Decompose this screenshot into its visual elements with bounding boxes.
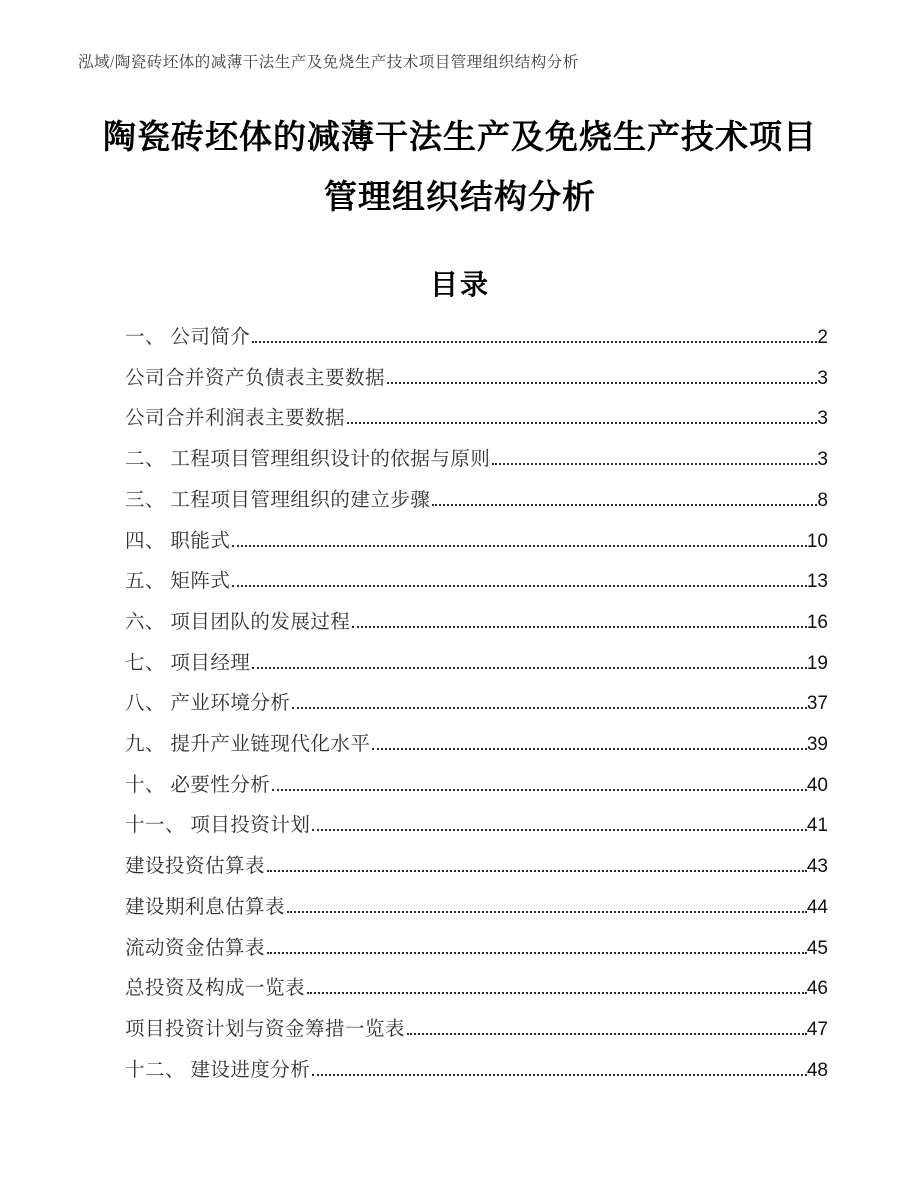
toc-leader-dots: [372, 746, 806, 750]
toc-leader-dots: [232, 583, 806, 587]
toc-entry-label: 流动资金估算表: [125, 937, 266, 959]
toc-page-number: 16: [806, 611, 828, 633]
toc-entry-label: 建设投资估算表: [125, 856, 266, 878]
toc-row[interactable]: [125, 522, 828, 563]
toc-heading: 目录: [429, 269, 490, 300]
toc-leader-dots: [312, 1072, 806, 1076]
toc-leader-dots: [407, 1031, 807, 1035]
toc-page-number: 3: [817, 408, 828, 430]
toc-entry-label: 十二、 建设进度分析: [125, 1059, 311, 1081]
toc-row[interactable]: [125, 929, 828, 970]
toc-entry-label: 八、 产业环境分析: [125, 693, 291, 715]
toc-page-number: 13: [806, 571, 828, 593]
toc-entry-label: 九、 提升产业链现代化水平: [125, 734, 371, 756]
document-header-text: 泓域/陶瓷砖坯体的减薄干法生产及免烧生产技术项目管理组织结构分析: [78, 54, 579, 71]
toc-page-number: 44: [806, 896, 828, 918]
toc-entry-label: 项目投资计划与资金筹措一览表: [125, 1018, 406, 1040]
toc-row[interactable]: [125, 644, 828, 685]
toc-entry-label: 五、 矩阵式: [125, 571, 231, 593]
toc-page-number: 3: [817, 367, 828, 389]
toc-leader-dots: [492, 461, 817, 465]
toc-page-number: 37: [806, 693, 828, 715]
toc-row[interactable]: [125, 725, 828, 766]
toc-row[interactable]: [125, 684, 828, 725]
toc-leader-dots: [232, 543, 806, 547]
toc-page-number: 10: [806, 530, 828, 552]
toc-page-number: 46: [806, 978, 828, 1000]
toc-page-number: 3: [817, 449, 828, 471]
toc-leader-dots: [252, 665, 806, 669]
toc-entry-label: 建设期利息估算表: [125, 896, 286, 918]
toc-page-number: 40: [806, 774, 828, 796]
toc-row[interactable]: [125, 806, 828, 847]
toc-leader-dots: [432, 502, 817, 506]
document-title-line-2: 管理组织结构分析: [324, 178, 596, 215]
toc-page-number: 19: [806, 652, 828, 674]
toc-page-number: 43: [806, 856, 828, 878]
toc-entry-label: 十、 必要性分析: [125, 774, 271, 796]
toc-row[interactable]: [125, 847, 828, 888]
toc-entry-label: 总投资及构成一览表: [125, 978, 306, 1000]
toc-page-number: 41: [806, 815, 828, 837]
toc-row[interactable]: [125, 481, 828, 522]
document-title: [0, 107, 920, 227]
toc-leader-dots: [352, 624, 806, 628]
toc-entry-label: 七、 项目经理: [125, 652, 251, 674]
toc-row[interactable]: [125, 562, 828, 603]
toc-page-number: 47: [806, 1018, 828, 1040]
toc-leader-dots: [347, 420, 817, 424]
toc-row[interactable]: [125, 440, 828, 481]
toc-entry-label: 三、 工程项目管理组织的建立步骤: [125, 489, 431, 511]
toc-leader-dots: [307, 990, 807, 994]
toc-page-number: 8: [817, 489, 828, 511]
toc-leader-dots: [267, 950, 807, 954]
toc-row[interactable]: [125, 399, 828, 440]
toc-page-number: 45: [806, 937, 828, 959]
toc-entry-label: 六、 项目团队的发展过程: [125, 611, 351, 633]
toc-row[interactable]: [125, 318, 828, 359]
toc-entry-label: 十一、 项目投资计划: [125, 815, 311, 837]
toc-entry-label: 二、 工程项目管理组织设计的依据与原则: [125, 449, 491, 471]
toc-entry-label: 一、 公司简介: [125, 327, 251, 348]
toc-leader-dots: [252, 339, 817, 343]
toc-leader-dots: [267, 868, 807, 872]
document-title-line-1: 陶瓷砖坯体的减薄干法生产及免烧生产技术项目: [103, 118, 817, 155]
toc-row[interactable]: [125, 359, 828, 400]
toc-entry-label: 四、 职能式: [125, 530, 231, 552]
toc-row[interactable]: [125, 888, 828, 929]
toc-leader-dots: [287, 909, 807, 913]
toc-page-number: 2: [817, 327, 828, 348]
toc-entry-label: 公司合并资产负债表主要数据: [125, 367, 386, 389]
toc-leader-dots: [272, 787, 806, 791]
toc-row[interactable]: [125, 1010, 828, 1051]
toc-page-number: 48: [806, 1059, 828, 1081]
toc-row[interactable]: [125, 766, 828, 807]
toc-leader-dots: [292, 705, 806, 709]
toc-leader-dots: [312, 827, 806, 831]
toc-row[interactable]: [125, 1051, 828, 1092]
toc-row[interactable]: [125, 969, 828, 1010]
toc-page-number: 39: [806, 734, 828, 756]
toc-list: [125, 318, 828, 1091]
toc-entry-label: 公司合并利润表主要数据: [125, 408, 346, 430]
toc-leader-dots: [387, 380, 817, 384]
toc-row[interactable]: [125, 603, 828, 644]
